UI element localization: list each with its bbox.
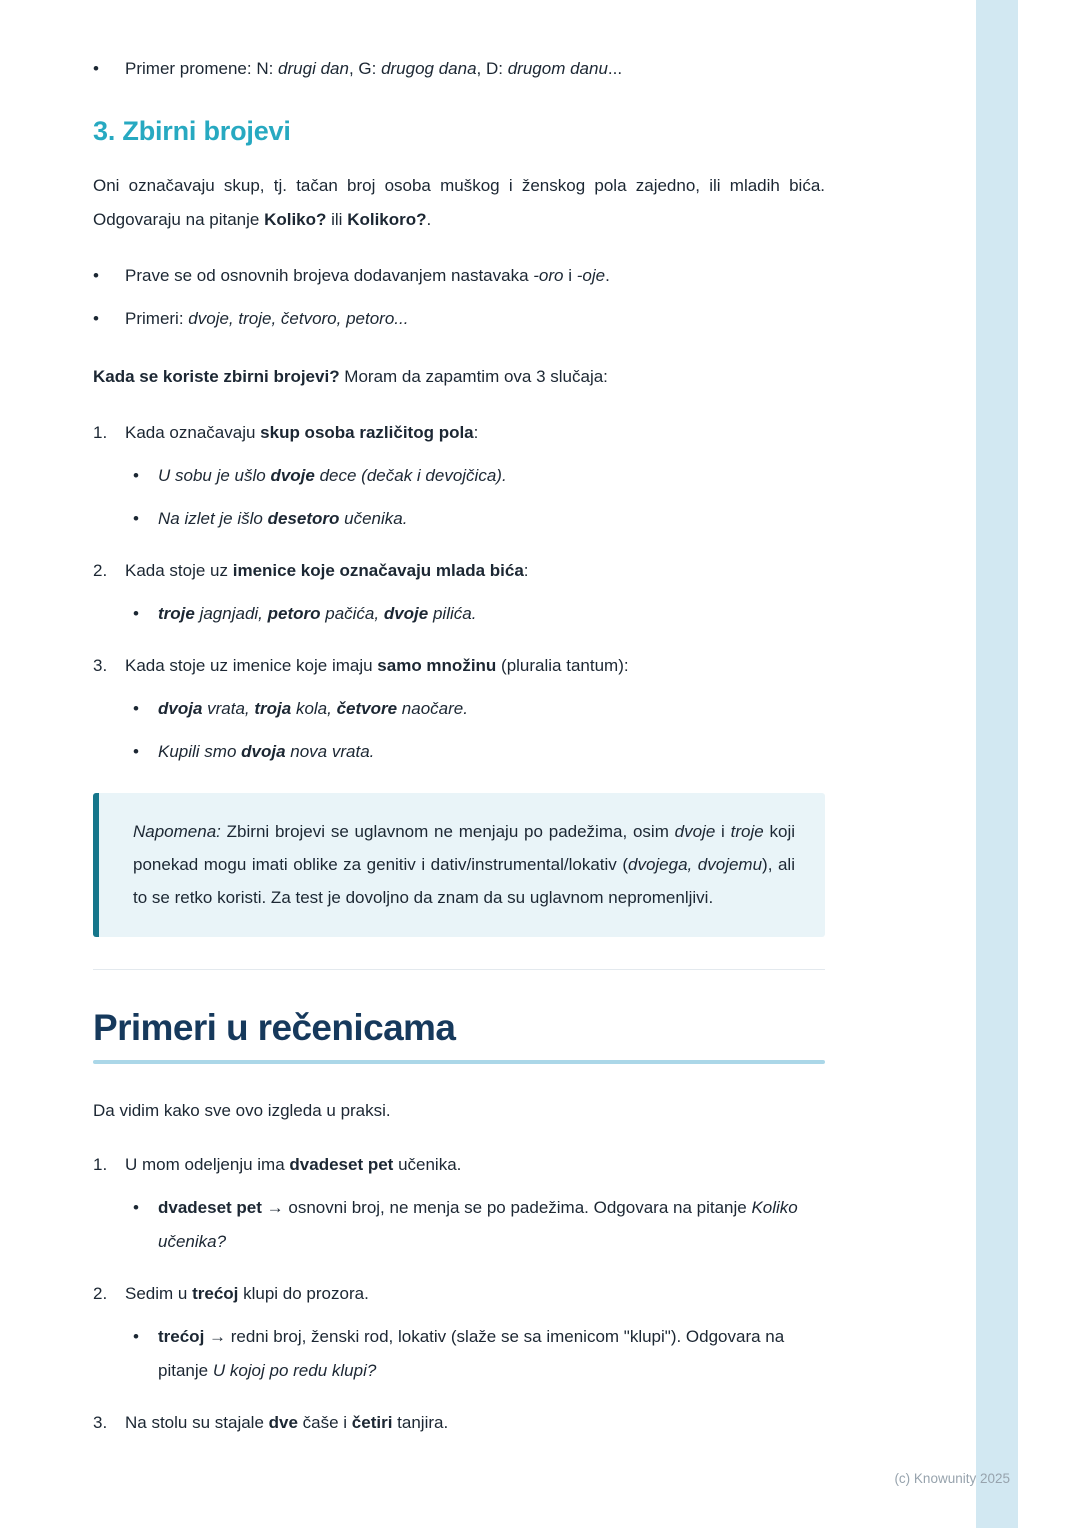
number-marker: 1.	[93, 1154, 108, 1174]
numbered-item-text: Kada označavaju skup osoba različitog pola:	[125, 423, 479, 443]
list-item-text: Kupili smo dvoja nova vrata.	[158, 742, 375, 762]
section-heading-primeri: Primeri u rečenicama	[93, 1006, 456, 1048]
list-item-text: Prave se od osnovnih brojeva dodavanjem nastavaka -oro i -oje.	[125, 266, 610, 286]
list-item-text: dvadeset pet → osnovni broj, ne menja se po padežima. Odgovara na pitanje Koliko učenika?	[158, 1197, 798, 1251]
numbered-item-text: Kada stoje uz imenice koje označavaju mlada bića:	[125, 561, 529, 581]
numbered-item-head	[93, 1148, 825, 1182]
bullet-marker: •	[133, 466, 139, 486]
list-item	[133, 735, 825, 769]
list-item-text: dvoja vrata, troja kola, četvore naočare.	[158, 699, 468, 719]
list-item	[133, 1191, 825, 1259]
numbered-item	[93, 416, 825, 536]
list-item	[93, 52, 825, 86]
sub-bullet-list	[93, 459, 825, 536]
numbered-item-text: Sedim u trećoj klupi do prozora.	[125, 1283, 369, 1303]
bullet-marker: •	[133, 699, 139, 719]
list-item	[133, 459, 825, 493]
list-item-text: Primer promene: N: drugi dan, G: drugog dana, D: drugom danu...	[125, 59, 623, 78]
list-item-text: troje jagnjadi, petoro pačića, dvoje pilića.	[158, 604, 477, 624]
section-intro-paragraph: Oni označavaju skup, tj. tačan broj osoba muškog i ženskog pola zajedno, ili mladih bića. Odgovaraju na pitanje Koliko? ili Kolikoro?.	[93, 176, 825, 230]
number-marker: 3.	[93, 656, 108, 676]
numbered-item-head	[93, 554, 825, 588]
numbered-item-head	[93, 1277, 825, 1311]
number-marker: 1.	[93, 423, 108, 443]
list-item-text: trećoj → redni broj, ženski rod, lokativ (slaže se sa imenicom "klupi"). Odgovara na pitanje U kojoj po redu klupi?	[158, 1326, 785, 1380]
section-divider	[93, 969, 825, 970]
section-heading-zbirni-brojevi: 3. Zbirni brojevi	[93, 116, 291, 146]
sub-bullet-list	[93, 597, 825, 631]
number-marker: 2.	[93, 561, 108, 581]
bullet-marker: •	[93, 266, 99, 286]
note-text: Napomena: Zbirni brojevi se uglavnom ne menjaju po padežima, osim dvoje i troje koji ponekad mogu imati oblike za genitiv i dativ/instrumental/lokativ (dvojega, dvojemu), ali to se retko koristi. Za test je dovoljno da znam da su uglavnom nepromenljivi.	[133, 822, 795, 908]
list-item	[93, 259, 825, 293]
sub-bullet-list	[93, 1191, 825, 1259]
numbered-item	[93, 554, 825, 631]
number-marker: 3.	[93, 1412, 108, 1432]
number-marker: 2.	[93, 1283, 108, 1303]
bullet-marker: •	[133, 509, 139, 529]
numbered-item	[93, 1148, 825, 1259]
list-item	[133, 1320, 825, 1388]
copyright-footer: (c) Knowunity 2025	[894, 1471, 1010, 1486]
bullet-marker: •	[93, 59, 99, 78]
numbered-item-text: Kada stoje uz imenice koje imaju samo množinu (pluralia tantum):	[125, 656, 629, 676]
numbered-item-text: U mom odeljenju ima dvadeset pet učenika.	[125, 1154, 462, 1174]
numbered-item-text: Na stolu su stajale dve čaše i četiri tanjira.	[125, 1412, 449, 1432]
examples-intro-paragraph: Da vidim kako sve ovo izgleda u praksi.	[93, 1100, 391, 1120]
bullet-marker: •	[133, 742, 139, 762]
numbered-item	[93, 1406, 825, 1440]
bullet-list	[93, 259, 825, 336]
numbered-item-head	[93, 1406, 825, 1440]
heading-underline	[93, 1060, 825, 1064]
sub-bullet-list	[93, 692, 825, 769]
numbered-item-head	[93, 416, 825, 450]
list-item	[93, 302, 825, 336]
list-item-text: Primeri: dvoje, troje, četvoro, petoro...	[125, 309, 409, 329]
bullet-marker: •	[133, 604, 139, 624]
numbered-item-head	[93, 649, 825, 683]
numbered-item	[93, 649, 825, 769]
note-callout	[93, 793, 825, 936]
numbered-item	[93, 1277, 825, 1388]
list-item-text: Na izlet je išlo desetoro učenika.	[158, 509, 408, 529]
bullet-marker: •	[133, 1326, 139, 1346]
list-item-text: U sobu je ušlo dvoje dece (dečak i devojčica).	[158, 466, 507, 486]
bullet-marker: •	[93, 309, 99, 329]
sub-bullet-list	[93, 1320, 825, 1388]
usage-lead-paragraph: Kada se koriste zbirni brojevi? Moram da zapamtim ova 3 slučaja:	[93, 367, 608, 387]
list-item	[133, 502, 825, 536]
list-item	[133, 597, 825, 631]
bullet-marker: •	[133, 1197, 139, 1217]
list-item	[133, 692, 825, 726]
